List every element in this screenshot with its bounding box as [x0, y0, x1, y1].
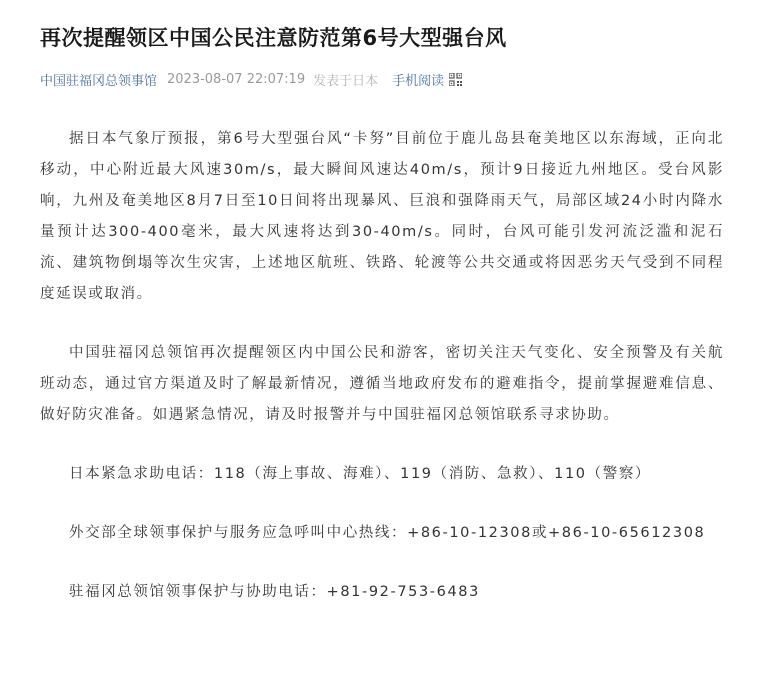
source-link[interactable]: 中国驻福冈总领事馆	[40, 74, 158, 89]
qr-code-icon[interactable]	[449, 73, 462, 86]
article-title: 再次提醒领区中国公民注意防范第6号大型强台风	[40, 26, 507, 50]
paragraph-consulate-phone: 驻福冈总领馆领事保护与协助电话：+81-92-753-6483	[69, 584, 480, 600]
publish-datetime: 2023-08-07 22:07:19	[167, 72, 306, 87]
paragraph-mfa-hotline: 外交部全球领事保护与服务应急呼叫中心热线：+86-10-12308或+86-10-65612308	[69, 525, 706, 541]
paragraph-japan-emergency: 日本紧急求助电话：118（海上事故、海难）、119（消防、急救）、110（警察）	[69, 466, 652, 482]
mobile-read-label: 手机阅读	[392, 74, 445, 89]
paragraph-reminder: 中国驻福冈总领馆再次提醒领区内中国公民和游客，密切关注天气变化、安全预警及有关航班动态，通过官方渠道及时了解最新情况，遵循当地政府发布的避难指令，提前掌握避难信息、做好防灾准备。如遇紧急情况，请及时报警并与中国驻福冈总领馆联系寻求协助。	[40, 345, 724, 423]
mobile-read-button[interactable]	[392, 70, 462, 89]
article-body	[40, 124, 724, 636]
article-meta	[40, 70, 462, 89]
publish-location: 发表于日本	[313, 74, 379, 89]
paragraph-forecast: 据日本气象厅预报，第6号大型强台风“卡努”目前位于鹿儿岛县奄美地区以东海域，正向北移动，中心附近最大风速30m/s，最大瞬间风速达40m/s，预计9日接近九州地区。受台风影响，九州及奄美地区8月7日至10日间将出现暴风、巨浪和强降雨天气，局部区域24小时内降水量预计达300-400毫米，最大风速将达到30-40m/s。同时，台风可能引发河流泛滥和泥石流、建筑物倒塌等次生灾害，上述地区航班、铁路、轮渡等公共交通或将因恶劣天气受到不同程度延误或取消。	[40, 131, 724, 302]
